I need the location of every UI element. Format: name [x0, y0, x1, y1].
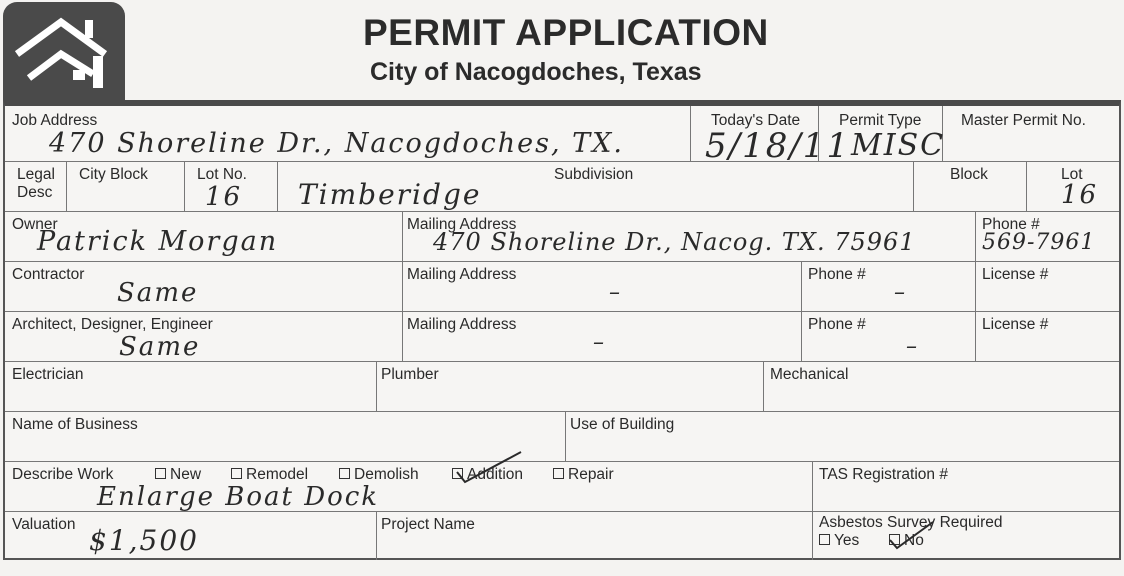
lot-label: Lot: [1061, 166, 1083, 183]
checkmark-icon: [887, 518, 937, 552]
project-name-label: Project Name: [381, 516, 475, 533]
owner-phone-value: 569-7961: [982, 230, 1096, 255]
city-block-field[interactable]: [67, 162, 185, 212]
architect-mailing-value: –: [593, 330, 606, 355]
contractor-field[interactable]: [5, 262, 403, 312]
owner-phone-field[interactable]: [976, 212, 1119, 262]
tas-registration-label: TAS Registration #: [819, 466, 948, 483]
contractor-value: Same: [117, 278, 199, 308]
lot-value: 16: [1061, 180, 1099, 210]
electrician-field[interactable]: [5, 362, 377, 412]
asbestos-option-no[interactable]: No: [889, 532, 924, 550]
job-address-label: Job Address: [12, 112, 98, 129]
todays-date-value: 5/18/11: [705, 126, 851, 166]
architect-mailing-field[interactable]: [403, 312, 802, 362]
form-subtitle: City of Nacogdoches, Texas: [370, 58, 702, 86]
permit-type-value: MISC: [851, 128, 946, 163]
permit-form: [3, 100, 1121, 560]
owner-phone-label: Phone #: [982, 216, 1040, 233]
architect-value: Same: [119, 332, 201, 362]
asbestos-label: Asbestos Survey Required: [819, 514, 1003, 531]
block-label: Block: [950, 166, 988, 183]
owner-mailing-field[interactable]: [403, 212, 976, 262]
valuation-label: Valuation: [12, 516, 76, 533]
city-block-label: City Block: [79, 166, 148, 183]
electrician-label: Electrician: [12, 366, 84, 383]
contractor-mailing-field[interactable]: [403, 262, 802, 312]
permit-type-label: Permit Type: [839, 112, 922, 129]
master-permit-label: Master Permit No.: [961, 112, 1086, 129]
building-use-label: Use of Building: [570, 416, 675, 433]
architect-mailing-label: Mailing Address: [407, 316, 517, 333]
contractor-phone-value: –: [894, 280, 907, 305]
mechanical-field[interactable]: [764, 362, 1119, 412]
lot-no-value: 16: [205, 182, 243, 212]
todays-date-label: Today's Date: [711, 112, 801, 129]
checkbox-icon[interactable]: [553, 468, 564, 479]
work-option-remodel[interactable]: Remodel: [231, 466, 308, 484]
lot-field[interactable]: [1027, 162, 1119, 212]
architect-license-label: License #: [982, 316, 1049, 333]
legal-desc-field: [5, 162, 67, 212]
checkbox-icon[interactable]: [231, 468, 242, 479]
architect-field[interactable]: [5, 312, 403, 362]
work-option-addition[interactable]: Addition: [452, 466, 523, 484]
checkbox-icon[interactable]: [819, 534, 830, 545]
master-permit-field[interactable]: [943, 106, 1119, 162]
valuation-value: $1,500: [89, 524, 199, 557]
contractor-mailing-label: Mailing Address: [407, 266, 517, 283]
contractor-phone-field[interactable]: [802, 262, 976, 312]
contractor-phone-label: Phone #: [808, 266, 866, 283]
tas-registration-field[interactable]: [813, 462, 1119, 512]
valuation-field[interactable]: [5, 512, 377, 560]
todays-date-field[interactable]: [691, 106, 851, 166]
lot-no-field[interactable]: [185, 162, 278, 212]
legal-desc-label-2: Desc: [17, 184, 53, 201]
subdivision-value: Timberidge: [298, 178, 482, 211]
describe-work-value: Enlarge Boat Dock: [97, 482, 380, 512]
mechanical-label: Mechanical: [770, 366, 849, 383]
architect-license-field[interactable]: [976, 312, 1119, 362]
legal-desc-label-1: Legal: [17, 166, 55, 183]
checkbox-icon[interactable]: [155, 468, 166, 479]
job-address-value: 470 Shoreline Dr., Nacogdoches, TX.: [49, 128, 624, 159]
plumber-field[interactable]: [377, 362, 764, 412]
work-option-new[interactable]: New: [155, 466, 201, 484]
permit-type-field[interactable]: [819, 106, 946, 163]
contractor-label: Contractor: [12, 266, 85, 283]
describe-work-label: Describe Work: [12, 466, 114, 483]
house-logo-icon: [11, 12, 117, 96]
subdivision-field[interactable]: [278, 162, 914, 212]
job-address-field[interactable]: [5, 106, 691, 162]
owner-mailing-value: 470 Shoreline Dr., Nacog. TX. 75961: [433, 228, 916, 256]
lot-no-label: Lot No.: [197, 166, 247, 183]
contractor-license-field[interactable]: [976, 262, 1119, 312]
owner-mailing-label: Mailing Address: [407, 216, 517, 233]
project-name-field[interactable]: [377, 512, 813, 560]
architect-phone-field[interactable]: [802, 312, 976, 362]
owner-label: Owner: [12, 216, 58, 233]
contractor-license-label: License #: [982, 266, 1049, 283]
checkmark-icon: [453, 448, 525, 488]
plumber-label: Plumber: [381, 366, 439, 383]
block-field[interactable]: [914, 162, 1027, 212]
asbestos-field[interactable]: [813, 512, 1119, 560]
architect-phone-label: Phone #: [808, 316, 866, 333]
business-name-label: Name of Business: [12, 416, 138, 433]
work-option-demolish[interactable]: Demolish: [339, 466, 419, 484]
form-title: PERMIT APPLICATION: [363, 12, 769, 53]
architect-phone-value: –: [906, 334, 919, 359]
subdivision-label: Subdivision: [554, 166, 634, 183]
building-use-field[interactable]: [566, 412, 1119, 462]
contractor-mailing-value: –: [609, 280, 622, 305]
checkbox-icon[interactable]: [339, 468, 350, 479]
work-option-repair[interactable]: Repair: [553, 466, 614, 484]
owner-field[interactable]: [5, 212, 403, 262]
architect-label: Architect, Designer, Engineer: [12, 316, 213, 333]
describe-work-field[interactable]: [5, 462, 813, 512]
city-logo: [3, 2, 125, 102]
owner-value: Patrick Morgan: [37, 226, 279, 257]
asbestos-option-yes[interactable]: Yes: [819, 532, 859, 550]
